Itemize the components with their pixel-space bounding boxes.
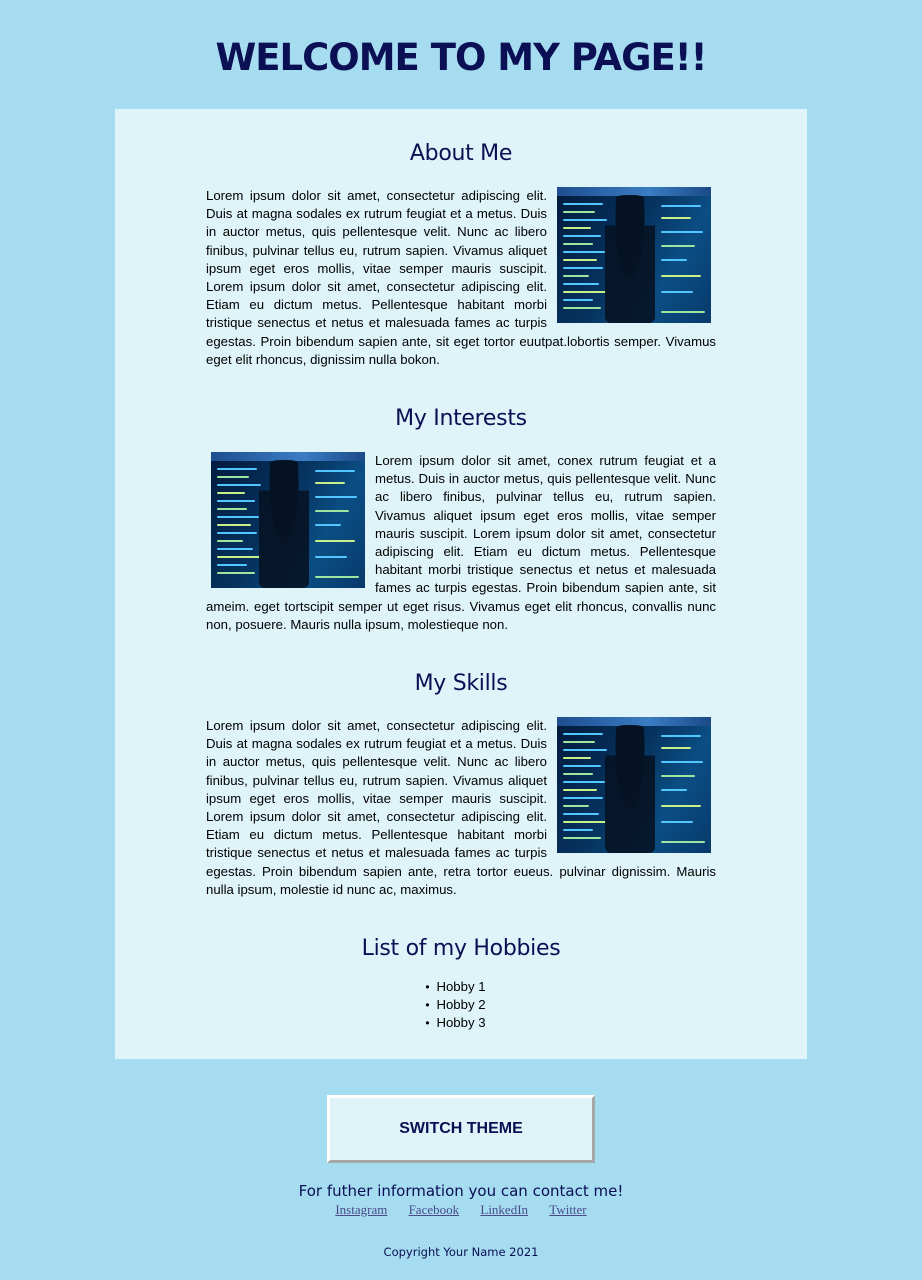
list-item: • Hobby 3 xyxy=(206,1014,716,1032)
hobbies-list xyxy=(206,978,716,1033)
page-title: WELCOME TO MY PAGE!! xyxy=(215,36,707,79)
twitter-link[interactable]: Twitter xyxy=(549,1202,587,1217)
copyright-text: Copyright Your Name 2021 xyxy=(383,1245,539,1259)
contact-text: For futher information you can contact me! xyxy=(298,1182,624,1200)
content-card xyxy=(115,109,807,1059)
switch-theme-button[interactable]: SWITCH THEME xyxy=(327,1095,595,1163)
interests-heading: My Interests xyxy=(395,406,527,431)
linkedin-link[interactable]: LinkedIn xyxy=(480,1202,529,1217)
about-heading: About Me xyxy=(409,141,513,166)
about-text: Lorem ipsum dolor sit amet, consectetur adipiscing elit. Duis at magna sodales ex rutrum feugiat et a metus. Duis in auctor metus, quis pellentesque velit. Nunc ac libero finibus, pulvinar tellus eu, rutrum sapien. Vivamus aliquet ipsum eget eros mollis, vitae semper mauris suscipit. Lorem ipsum dolor sit amet, consectetur adipiscing elit. Etiam eu dictum metus. Pellentesque habitant morbi tristique senectus et netus et malesuada fames ac turpis egestas. Proin bibendum sapien ante, sit eget tortor euutpat.lobortis semper. Vivamus eget elit rhoncus, dignissim nulla bokon. xyxy=(206,188,716,367)
facebook-link[interactable]: Facebook xyxy=(408,1202,460,1217)
hobbies-heading: List of my Hobbies xyxy=(361,936,561,961)
skills-section xyxy=(206,671,716,899)
about-section xyxy=(206,141,716,369)
about-photo xyxy=(557,187,711,323)
interests-photo xyxy=(211,452,365,588)
skills-heading: My Skills xyxy=(414,671,508,696)
interests-section xyxy=(206,406,716,634)
list-item: • Hobby 1 xyxy=(206,978,716,996)
list-item: • Hobby 2 xyxy=(206,996,716,1014)
skills-text: Lorem ipsum dolor sit amet, consectetur adipiscing elit. Duis at magna sodales ex rutrum feugiat et a metus. Duis in auctor metus, quis pellentesque velit. Nunc ac libero finibus, pulvinar tellus eu, rutrum sapien. Vivamus aliquet ipsum eget eros mollis, vitae semper mauris suscipit. Lorem ipsum dolor sit amet, consectetur adipiscing elit. Etiam eu dictum metus. Pellentesque habitant morbi tristique senectus et netus et malesuada fames ac turpis egestas. Proin bibendum sapien ante, retra tortor eueus. pulvinar dignissim. Mauris nulla ipsum, molestie id nunc ac, maximus. xyxy=(206,718,716,897)
instagram-link[interactable]: Instagram xyxy=(335,1202,388,1217)
hobbies-section xyxy=(206,936,716,1033)
interests-text: Lorem ipsum dolor sit amet, conex rutrum feugiat et a metus. Duis in auctor metus, quis pellentesque velit. Nunc ac libero finibus, pulvinar tellus eu, rutrum sapien. Vivamus aliquet ipsum eget eros mollis, vitae semper mauris suscipit. Lorem ipsum dolor sit amet, consectetur adipiscing elit. Etiam eu dictum metus. Pellentesque habitant morbi tristique senectus et netus et malesuada fames ac turpis egestas. Proin bibendum sapien ante, sit ameim. eget tortscipit semper ut eget risus. Vivamus eget elit rhoncus, convallis nunc non, posuere. Mauris nulla ipsum, molestieque non. xyxy=(206,453,716,632)
skills-photo xyxy=(557,717,711,853)
social-links xyxy=(0,1202,922,1218)
